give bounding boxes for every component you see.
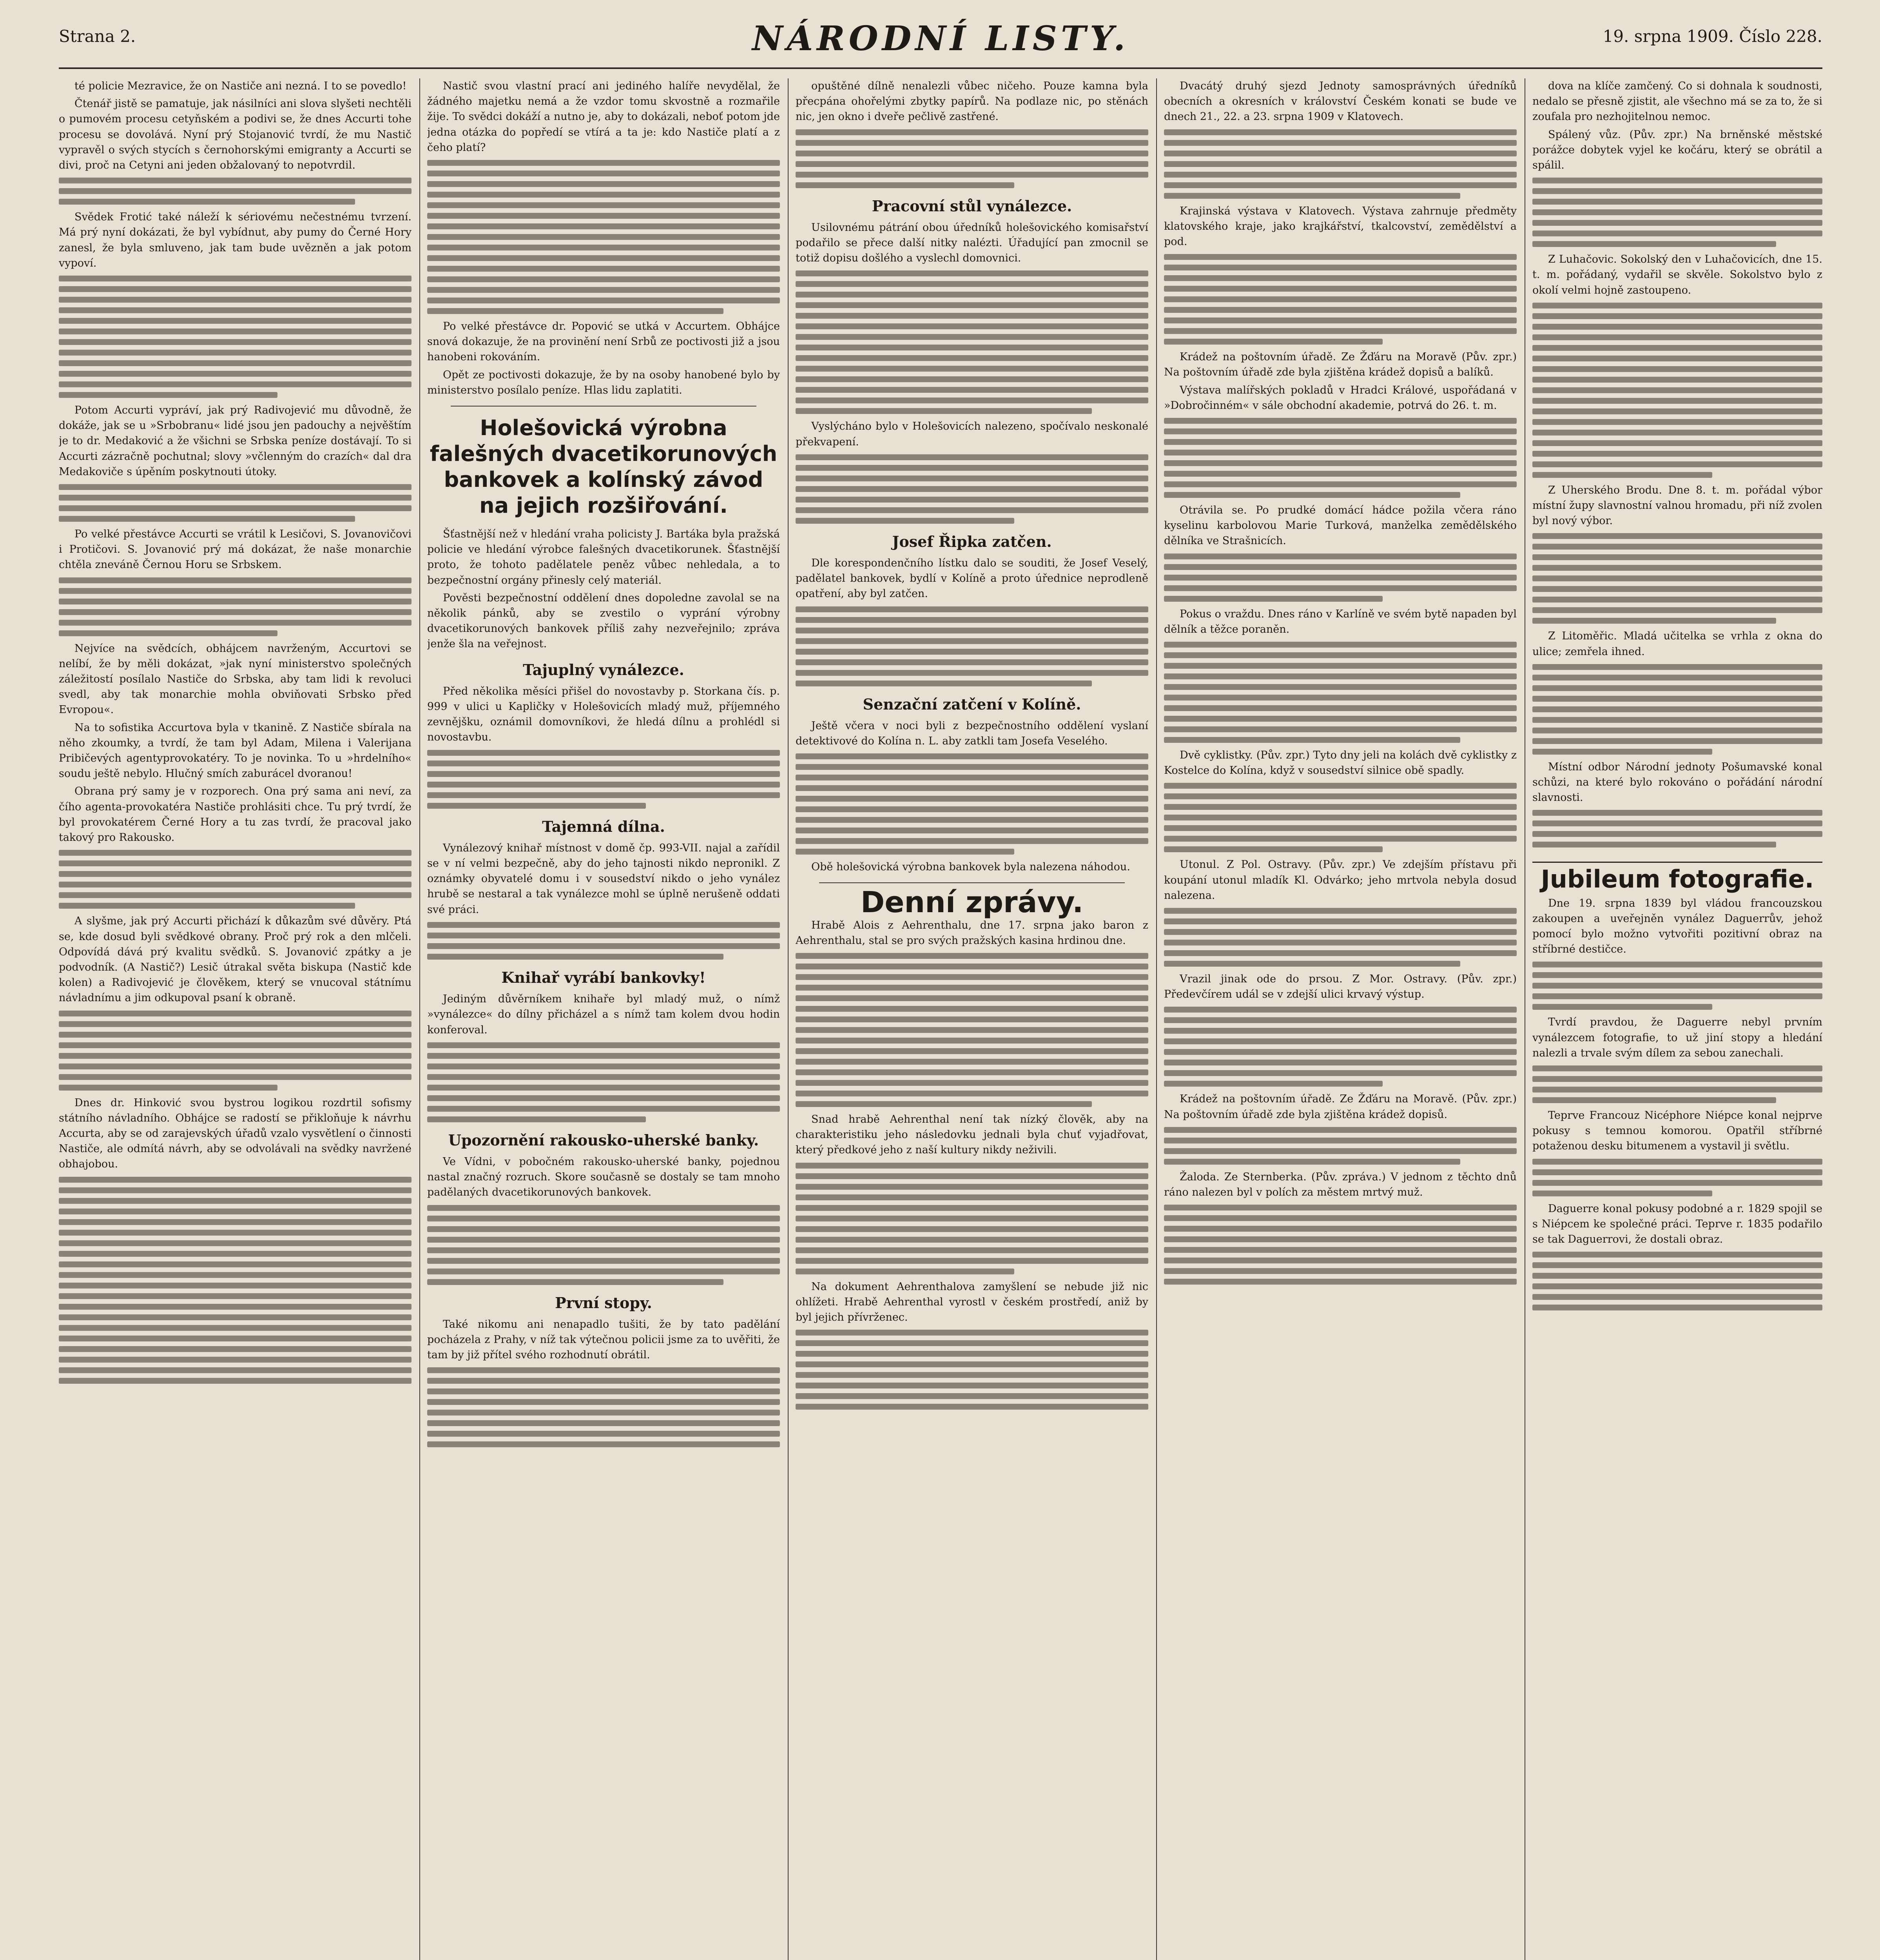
column-3 (796, 78, 1148, 1960)
paragraph: té policie Mezravice, že on Nastiče ani nezná. I to se povedlo! (74, 80, 407, 92)
header-rule (59, 67, 1822, 69)
text-block (59, 1177, 412, 1384)
text-block (1532, 303, 1822, 478)
text-block (59, 484, 412, 522)
text-block (1164, 418, 1517, 498)
paragraph: Pověsti bezpečnostní oddělení dnes dopoledne zavolal se na několik pánků, aby se zvestilo o vyprání výrobny dvacetikorunových bankovek příliš zahy nezveřejnilo; zpráva jenže šla na veřejnost. (427, 592, 780, 650)
text-block (796, 1163, 1148, 1274)
paragraph: Utonul. Z Pol. Ostravy. (Pův. zpr.) Ve zdejším přístavu při koupání utonul mladík Kl. Odvárko; jeho mrtvola nebyla dosud nalezena. (1164, 858, 1517, 902)
text-block (59, 850, 412, 909)
text-block (1164, 1007, 1517, 1087)
text-block (1164, 254, 1517, 345)
paragraph: Vyslýcháno bylo v Holešovicích nalezeno, spočívalo neskonalé překvapení. (796, 420, 1148, 448)
paragraph: Krajinská výstava v Klatovech. Výstava zahrnuje předměty klatovského kraje, jako krajkářství, tkalcovství, zemědělství a pod. (1164, 205, 1517, 248)
section-rule (819, 882, 1125, 883)
masthead-title: NÁRODNÍ LISTY. (752, 19, 1129, 58)
text-block (1164, 554, 1517, 602)
text-block (59, 276, 412, 398)
paragraph: Na dokument Aehrenthalova zamyšlení se nebude již nic ohlížeti. Hrabě Aehrenthal vyrostl v českém prostředí, aniž by byl jejich přívrženec. (796, 1280, 1148, 1324)
text-block (1532, 533, 1822, 624)
paragraph: Dne 19. srpna 1839 byl vládou francouzskou zakoupen a uveřejněn vynález Daguerrův, jehož pomocí bylo možno vytvořiti pozitivní obraz na stříbrné destičce. (1532, 897, 1822, 956)
paragraph: Dnes dr. Hinković svou bystrou logikou rozdrtil sofismy státního návladního. Obhájce se radostí se přikloňuje k návrhu Accurta, aby se od zarajevských úřadů vzalo vysvětlení o činnosti Nastiče, ale odmítá návrh, aby se odvolávali na svědky navržené obhajobou. (59, 1096, 412, 1171)
text-block (796, 454, 1148, 524)
paragraph: Spálený vůz. (Pův. zpr.) Na brněnské městské porážce dobytek vyjel ke kočáru, který se obrátil a spálil. (1532, 128, 1822, 172)
text-block (1164, 1127, 1517, 1165)
subheading: Upozornění rakousko-uherské banky. (448, 1131, 759, 1149)
text-block (1164, 783, 1517, 852)
text-block (1532, 1065, 1822, 1103)
column-2 (427, 78, 780, 1960)
page-number: Strana 2. (59, 27, 136, 46)
section-heading: Jubileum fotografie. (1532, 862, 1822, 887)
paragraph: Z Luhačovic. Sokolský den v Luhačovicích, dne 15. t. m. pořádaný, vydařil se skvěle. Sokolstvo bylo z okolí velmi hojně zastoupeno. (1532, 253, 1822, 296)
paragraph: Výstava malířských pokladů v Hradci Králové, uspořádaná v »Dobročinném« v sále obchodní akademie, potrvá do 26. t. m. (1164, 384, 1517, 412)
paragraph: Vrazil jinak ode do prsou. Z Mor. Ostravy. (Pův. zpr.) Předevčírem udál se v zdejší ulici krvavý výstup. (1164, 973, 1517, 1001)
text-block (1164, 642, 1517, 743)
text-block (59, 178, 412, 205)
text-block (59, 577, 412, 636)
section-heading: Denní zprávy. (860, 886, 1084, 920)
text-block (1164, 129, 1517, 199)
page-header (59, 19, 1822, 66)
paragraph: Teprve Francouz Nicéphore Niépce konal nejprve pokusy s temnou komorou. Opatřil stříbrné potaženou desku bitumenem a vystavil ji světlu. (1532, 1109, 1822, 1152)
text-block (1532, 1159, 1822, 1196)
paragraph: Jediným důvěrníkem knihaře byl mladý muž, o nímž »vynálezce« do dílny přicházel a s nímž tam kolem dvou hodin konferoval. (427, 993, 780, 1036)
text-block (796, 753, 1148, 855)
column-divider (419, 78, 420, 1960)
paragraph: Obrana prý samy je v rozporech. Ona prý sama ani neví, za čího agenta-provokatéra Nastiče prohlásiti chce. Tu prý tvrdí, že byl provokatérem Černé Hory a tu zas tvrdí, že pracoval jako takový pro Rakousko. (59, 785, 412, 844)
paragraph: dova na klíče zamčený. Co si dohnala k soudnosti, nedalo se přesně zjistit, ale všechno má se za to, že si zoufala pro nezhojitelnou nemoc. (1532, 80, 1822, 123)
paragraph: Snad hrabě Aehrenthal není tak nízký člověk, aby na charakteristiku jeho následovku jednali byla chuť vyjadřovat, který předkové jeho z naší kultury nikdy neživili. (796, 1113, 1148, 1156)
paragraph: Opět ze poctivosti dokazuje, že by na osoby hanobené bylo by ministerstvo posílalo peníze. Hlas lidu zaplatiti. (427, 368, 780, 396)
paragraph: opuštěné dílně nenalezli vůbec ničeho. Pouze kamna byla přecpána ohořelými zbytky papírů. Na podlaze nic, po stěnách nic, jen okno i dveře pečlivě zastřené. (796, 80, 1148, 123)
paragraph: Před několika měsíci přišel do novostavby p. Storkana čís. p. 999 v ulici u Kapličky v Holešovicích mladý muž, příjemného zevnějšku, oznámil domovníkovi, že hledá dílnu a prohlédl si novostavbu. (427, 685, 780, 744)
column-1 (59, 78, 412, 1960)
paragraph: Vynálezový knihař místnost v domě čp. 993-VII. najal a zařídil se v ní velmi bezpečně, aby do jeho tajnosti nikdo nepronikl. Z oznámky obyvatelé domu i v sousedství nikdo o jeho vynález hrubě se nestaral a tak vynálezce mohl se úplně nerušeně oddati své práci. (427, 842, 780, 916)
text-block (796, 606, 1148, 686)
text-block (796, 129, 1148, 188)
paragraph: Na to sofistika Accurtova byla v tkanině. Z Nastiče sbírala na něho zkoumky, a tvrdí, že tam byl Adam, Milena i Valerijana Pribičevých agentyprovokatéry. To je novinka. To u »hrdelního« soudu ještě nebylo. Hlučný smích zaburácel dvoranou! (59, 721, 412, 780)
paragraph: Místní odbor Národní jednoty Pošumavské konal schůzi, na které bylo rokováno o pořádání národní slavnosti. (1532, 760, 1822, 804)
text-block (427, 1367, 780, 1447)
subheading: Pracovní stůl vynálezce. (872, 197, 1072, 215)
paragraph: Dvacátý druhý sjezd Jednoty samosprávných úředníků obecních a okresních v království Českém konati se bude ve dnech 21., 22. a 23. srpna 1909 v Klatovech. (1164, 80, 1517, 123)
paragraph: Daguerre konal pokusy podobné a r. 1829 spojil se s Niépcem ke společné práci. Teprve r. 1835 podařilo se tak Daguerrovi, že dostali obraz. (1532, 1202, 1822, 1246)
paragraph: Ve Vídni, v pobočném rakousko-uherské banky, pojednou nastal značný rozruch. Skore současně se dostaly se tam mnoho padělaných dvacetikorunových bankovek. (427, 1155, 780, 1199)
subheading: První stopy. (555, 1294, 652, 1312)
text-block (796, 270, 1148, 414)
text-block (427, 160, 780, 314)
subheading: Knihař vyrábí bankovky! (501, 968, 706, 986)
text-block (427, 750, 780, 809)
text-block (796, 953, 1148, 1107)
article-rule (451, 406, 756, 407)
subheading: Tajuplný vynálezce. (523, 661, 684, 679)
paragraph: Po velké přestávce dr. Popović se utká v Accurtem. Obhájce snová dokazuje, že na provinění není Srbů ze poctivosti již a jsou hanobeni rokováním. (427, 320, 780, 363)
text-block (796, 1330, 1148, 1410)
paragraph: Po velké přestávce Accurti se vrátil k Lesičovi, S. Jovanovičovi i Protičovi. S. Jovanović prý má dokázat, že naše monarchie chtěla zneváně Černou Horu se Srbskem. (59, 528, 412, 571)
text-block (1532, 664, 1822, 755)
paragraph: Šťastnější než v hledání vraha policisty J. Bartáka byla pražská policie ve hledání výrobce falešných dvacetikorunek. Šťastnější proto, že tohoto padělatele peněz vůbec nehledala, a to bezpečnostní orgány přinesly celý materiál. (427, 528, 780, 586)
paragraph: Krádež na poštovním úřadě. Ze Žďáru na Moravě. (Pův. zpr.) Na poštovním úřadě zde byla zjištěna krádež dopisů. (1164, 1093, 1517, 1121)
text-block (427, 922, 780, 960)
paragraph: Dvě cyklistky. (Pův. zpr.) Tyto dny jeli na kolách dvě cyklistky z Kostelce do Kolína, když v sousedství silnice obě spadly. (1164, 749, 1517, 777)
subheading: Josef Řipka zatčen. (892, 532, 1052, 550)
paragraph: Nejvíce na svědcích, obhájcem navrženým, Accurtovi se nelíbí, že by měli dokázat, »jak nyní ministerstvo společných záležitostí posílalo Nastiče do Srbska, aby tam lidi k revoluci svedl, aby tak monarchie mohla obviňovati Srbsko před Evropou«. (59, 642, 412, 716)
paragraph: Otrávila se. Po prudké domácí hádce požila včera ráno kyselinu karbolovou Marie Turková, manželka zemědělského dělníka ve Strašnicích. (1164, 504, 1517, 547)
text-block (1532, 810, 1822, 848)
text-block (1164, 1205, 1517, 1285)
paragraph: Žaloda. Ze Sternberka. (Pův. zpráva.) V jednom z těchto dnů ráno nalezen byl v polích za městem mrtvý muž. (1164, 1171, 1517, 1199)
text-block (1532, 178, 1822, 247)
paragraph: Z Uherského Brodu. Dne 8. t. m. pořádal výbor místní župy slavnostní valnou hromadu, při níž zvolen byl nový výbor. (1532, 484, 1822, 527)
date-issue: 19. srpna 1909. Číslo 228. (1603, 27, 1822, 46)
text-block (59, 1011, 412, 1091)
paragraph: Svědek Frotić také náleží k sériovému nečestnému tvrzení. Má prý nyní dokázati, že byl vybídnut, aby pumy do Černé Hory zanesl, že byla smluveno, jak tam bude uvězněn a jak potom vypoví. (59, 211, 412, 269)
column-5 (1532, 78, 1822, 1960)
paragraph: Z Litoměřic. Mladá učitelka se vrhla z okna do ulice; zemřela ihned. (1532, 630, 1822, 658)
column-4 (1164, 78, 1517, 1960)
text-block (1532, 1252, 1822, 1310)
article-headline: Holešovická výrobna falešných dvacetikorunových bankovek a kolínský závod na jejich rozšiřování. (430, 416, 778, 518)
paragraph: Ještě včera v noci byli z bezpečnostního oddělení vyslaní detektivové do Kolína n. L. aby zatkli tam Josefa Veselého. (796, 719, 1148, 748)
column-divider (788, 78, 789, 1960)
text-block (427, 1042, 780, 1122)
paragraph: Potom Accurti vypráví, jak prý Radivojević mu důvodně, že dokáže, jak se u »Srbobranu« lidé jsou jen padouchy a nejvěštím je to dr. Medaković a že všichni se Srbska peníze dostávají. To si Accurti zázračně pochutnal; slovy »včlenným do crazích« dal dra Medakoviče s úpěním poskytnouti útoky. (59, 404, 412, 478)
paragraph: Tvrdí pravdou, že Daguerre nebyl prvním vynálezcem fotografie, to už jiní stopy a hledání nalezli a trvale svým dílem za sebou zanechali. (1532, 1016, 1822, 1059)
paragraph: Čtenář jistě se pamatuje, jak násilníci ani slova slyšeti nechtěli o pumovém procesu cetyňském a podivi se, že dnes Accurti tohe procesu se dovolává. Nyní prý Stojanović tvrdí, že mu Nastič vypravěl o svých stycích s černohorskými emigranty a Accurti se divi, proč na Cetyni ani jeden obžalovaný to nepotvrdil. (59, 98, 412, 172)
text-block (427, 1205, 780, 1285)
subheading: Tajemná dílna. (542, 817, 665, 835)
paragraph: Pokus o vraždu. Dnes ráno v Karlíně ve svém bytě napaden byl dělník a těžce poraněn. (1164, 608, 1517, 635)
paragraph: Obě holešovická výrobna bankovek byla nalezena náhodou. (811, 861, 1130, 873)
paragraph: Hrabě Alois z Aehrenthalu, dne 17. srpna jako baron z Aehrenthalu, stal se pro svých pražských kasina hrdinou dne. (796, 919, 1148, 947)
paragraph: Dle korespondenčního lístku dalo se souditi, že Josef Veselý, padělatel bankovek, bydlí v Kolíně a proto úřednice neprodleně opatření, aby byl zatčen. (796, 557, 1148, 600)
subheading: Senzační zatčení v Kolíně. (863, 695, 1081, 713)
column-divider (1156, 78, 1157, 1960)
paragraph: Nastič svou vlastní prací ani jediného halíře nevydělal, že žádného majetku nemá a že vzdor tomu skvostně a rozmařile žije. To svědci dokáží a nutno je, aby to dokázali, neboť potom jde jedna otázka do popředí se vtírá a ta je: kdo Nastiče platí a z čeho platí? (427, 80, 780, 154)
paragraph: Také nikomu ani nenapadlo tušiti, že by tato padělání pocházela z Prahy, v níž tak výtečnou policii jsme za to uvěřiti, že tam by již přítel svého rozhodnutí obrátil. (427, 1318, 780, 1361)
paragraph: Usilovnému pátrání obou úředníků holešovického komisařství podařilo se přece další nitky nalézti. Úřadující pan zmocnil se totiž dopisu došlého a vyslechl domovnici. (796, 221, 1148, 265)
text-block (1532, 962, 1822, 1010)
paragraph: Krádež na poštovním úřadě. Ze Žďáru na Moravě (Pův. zpr.) Na poštovním úřadě zde byla zjištěna krádež dopisů a balíků. (1164, 351, 1517, 379)
text-block (1164, 908, 1517, 967)
paragraph: A slyšme, jak prý Accurti přichází k důkazům své důvěry. Ptá se, kde dosud byli svědkové obrany. Proč prý rok a den mlčeli. Odpovídá dává prý kvalitu svědků. S. Jovanović zpátky a je podvodník. (A Nastič?) Lesič útrakal světa biskupa (Nastič kde kolen) a Radivojević je člověkem, který se vnucoval státnímu návladnímu a jim odkupoval psaní k obraně. (59, 915, 412, 1004)
